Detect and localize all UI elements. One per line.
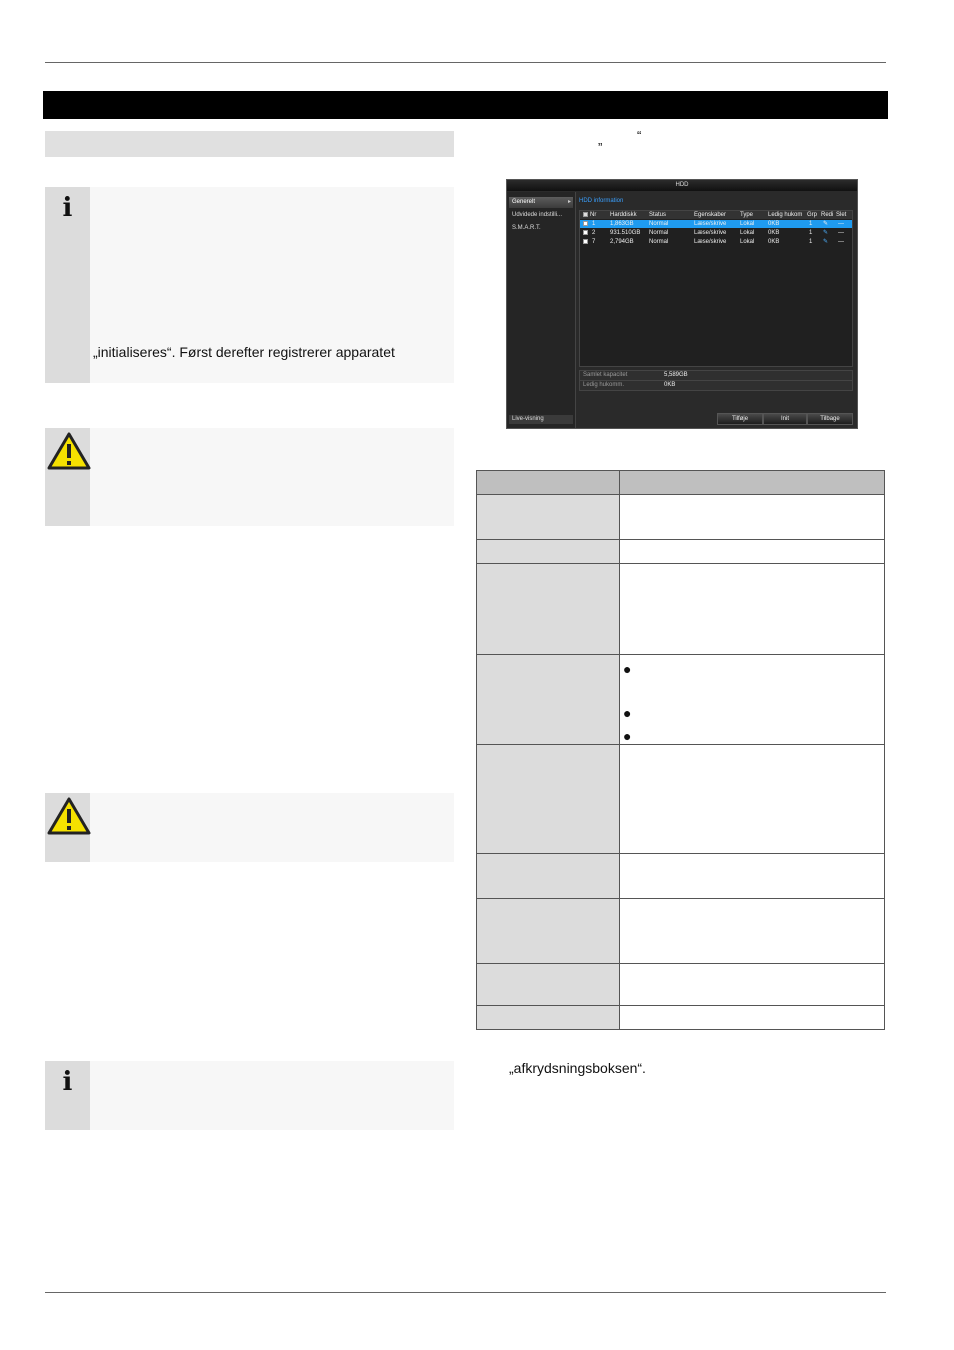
cell-nr: 2 — [592, 230, 596, 236]
cell-type: Lokal — [740, 221, 755, 227]
bullet-icon: ● — [623, 661, 632, 677]
free-value: 0KB — [664, 382, 676, 388]
cell-property: Læse/skrive — [694, 239, 727, 245]
cell-status: Normal — [649, 230, 669, 236]
delete-icon[interactable]: — — [838, 230, 844, 236]
cell-free: 0KB — [768, 221, 780, 227]
back-button[interactable]: Tilbage — [807, 413, 853, 425]
select-all-checkbox[interactable] — [583, 212, 588, 217]
section-header-bar — [43, 91, 888, 119]
col-header: Status — [649, 212, 667, 218]
table-row — [477, 854, 885, 899]
dvr-hdd-screenshot — [506, 179, 858, 429]
table-row[interactable] — [580, 229, 852, 237]
col-header: Harddiskk — [610, 212, 637, 218]
warning-icon — [47, 797, 91, 835]
cell-property: Læse/skrive — [694, 230, 727, 236]
body-text: „afkrydsningsboksen“. — [509, 1060, 646, 1076]
init-button[interactable]: Init — [763, 413, 807, 425]
col-header: Type — [740, 212, 754, 218]
cell-type: Lokal — [740, 239, 755, 245]
table-row — [477, 964, 885, 1006]
bullet-icon: ● — [623, 728, 632, 744]
table-row — [477, 655, 885, 745]
cell-group: 1 — [809, 230, 813, 236]
delete-icon[interactable]: — — [838, 239, 844, 245]
cell-capacity: 931.510GB — [610, 230, 641, 236]
cell-capacity: 1,863GB — [610, 221, 634, 227]
col-header: Egenskaber — [694, 212, 727, 218]
quote-mark: ” — [598, 140, 603, 155]
cell-nr: 1 — [592, 221, 596, 227]
col-header: Nr — [590, 212, 597, 218]
cell-property: Læse/skrive — [694, 221, 727, 227]
cell-free: 0KB — [768, 239, 780, 245]
dvr-title: HDD — [507, 180, 857, 191]
dvr-hdd-table — [579, 210, 853, 367]
col-header: Redi — [821, 212, 834, 218]
note-text: „initialiseres“. Først derefter registrerer apparatet — [93, 344, 395, 360]
info-note — [45, 1061, 454, 1130]
dvr-table-header — [580, 211, 852, 219]
table-row — [477, 540, 885, 564]
table-row[interactable] — [580, 220, 852, 228]
bullet-icon: ● — [623, 705, 632, 721]
add-button[interactable]: Tilføje — [717, 413, 763, 425]
row-checkbox[interactable] — [583, 230, 588, 235]
warning-icon — [47, 432, 91, 470]
edit-icon[interactable]: ✎ — [823, 230, 829, 236]
table-row — [477, 495, 885, 540]
cell-nr: 7 — [592, 239, 596, 245]
delete-icon[interactable]: — — [838, 221, 844, 227]
quote-mark: “ — [637, 128, 642, 143]
dvr-menu-generelt[interactable]: Generelt — [509, 197, 573, 208]
bottom-rule — [45, 1292, 886, 1293]
warning-note — [45, 793, 454, 862]
warning-note — [45, 428, 454, 526]
table-header-row — [477, 471, 885, 495]
dvr-hdd-info-label: HDD information — [579, 198, 624, 204]
info-icon: i — [62, 1067, 73, 1097]
cell-type: Lokal — [740, 230, 755, 236]
dvr-menu-smart[interactable]: S.M.A.R.T. — [512, 225, 541, 231]
dvr-menu-advanced[interactable]: Udvidede indstilli... — [512, 212, 563, 218]
cell-group: 1 — [809, 239, 813, 245]
col-header: Ledig hukom — [768, 212, 803, 218]
dvr-sidebar — [507, 192, 576, 428]
info-note — [45, 187, 454, 383]
description-table — [476, 470, 885, 1030]
free-capacity-row — [579, 380, 853, 391]
info-icon: i — [62, 193, 73, 223]
top-rule — [45, 62, 886, 63]
edit-icon[interactable]: ✎ — [823, 221, 829, 227]
table-row[interactable] — [580, 238, 852, 246]
cell-free: 0KB — [768, 230, 780, 236]
free-label: Ledig hukomm. — [583, 382, 625, 388]
total-label: Samlet kapacitet — [583, 372, 628, 378]
table-row — [477, 564, 885, 655]
total-value: 5,589GB — [664, 372, 688, 378]
col-header: Slet — [836, 212, 847, 218]
row-checkbox[interactable] — [583, 221, 588, 226]
cell-capacity: 2,794GB — [610, 239, 634, 245]
cell-group: 1 — [809, 221, 813, 227]
edit-icon[interactable]: ✎ — [823, 239, 829, 245]
col-header: Grp — [807, 212, 818, 218]
table-row — [477, 745, 885, 854]
dvr-live-view-button[interactable]: Live-visning — [509, 415, 573, 424]
cell-status: Normal — [649, 239, 669, 245]
table-row — [477, 899, 885, 964]
subsection-header-bar — [45, 131, 454, 157]
table-row — [477, 1006, 885, 1030]
chevron-right-icon: ▸ — [568, 199, 572, 205]
row-checkbox[interactable] — [583, 239, 588, 244]
cell-status: Normal — [649, 221, 669, 227]
